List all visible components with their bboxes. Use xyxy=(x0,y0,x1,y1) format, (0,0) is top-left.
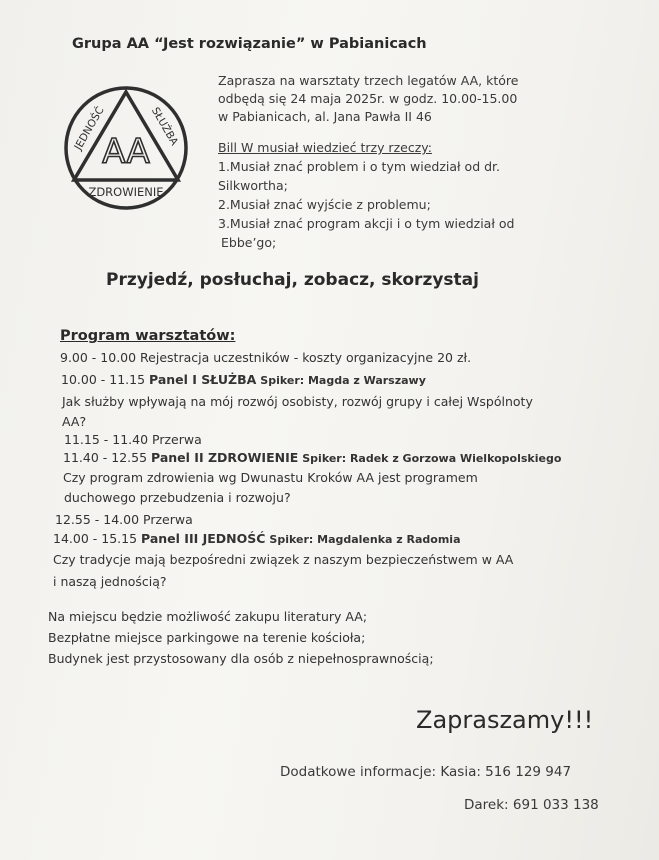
logo-bottom-text: ZDROWIENIE xyxy=(88,185,164,199)
panel1-name: Panel I SŁUŻBA xyxy=(149,372,257,387)
panel3-name: Panel III JEDNOŚĆ xyxy=(141,531,266,546)
intro-line: odbędą się 24 maja 2025r. w godz. 10.00-15.00 xyxy=(218,91,518,106)
program-heading: Program warsztatów: xyxy=(60,328,236,344)
closing-text: Zapraszamy!!! xyxy=(416,706,594,734)
panel2-question-cont: duchowego przebudzenia i rozwoju? xyxy=(64,490,291,505)
panel1-speaker: Spiker: Magda z Warszawy xyxy=(260,374,426,387)
bill-line: Ebbe’go; xyxy=(221,235,277,250)
intro-block xyxy=(218,72,518,126)
bill-line: 2.Musiał znać wyjście z problemu; xyxy=(218,197,431,212)
bill-line: Silkwortha; xyxy=(218,178,288,193)
panel1-line xyxy=(61,372,426,387)
logo-left-text: JEDNOŚĆ xyxy=(72,104,107,153)
contact-line-darek: Darek: 691 033 138 xyxy=(464,797,599,813)
panel2-time: 11.40 - 12.55 xyxy=(63,450,148,465)
panel3-question: Czy tradycje mają bezpośredni związek z naszym bezpieczeństwem w AA xyxy=(53,552,514,567)
panel1-question-cont: AA? xyxy=(62,414,87,429)
notes-block xyxy=(48,606,434,669)
panel3-time: 14.00 - 15.15 xyxy=(53,531,138,546)
note-line: Bezpłatne miejsce parkingowe na terenie kościoła; xyxy=(48,630,366,645)
break2-line: 12.55 - 14.00 Przerwa xyxy=(55,512,193,527)
aa-logo xyxy=(58,84,194,212)
break1-line: 11.15 - 11.40 Przerwa xyxy=(64,432,202,447)
panel3-speaker: Spiker: Magdalenka z Radomia xyxy=(269,533,461,546)
contact-line-kasia: Dodatkowe informacje: Kasia: 516 129 947 xyxy=(280,764,572,780)
panel2-line xyxy=(63,450,561,465)
bill-line: 1.Musiał znać problem i o tym wiedział od dr. xyxy=(218,159,501,174)
panel1-time: 10.00 - 11.15 xyxy=(61,372,146,387)
panel2-name: Panel II ZDROWIENIE xyxy=(151,450,299,465)
bill-w-block xyxy=(218,138,514,252)
logo-right-text: SŁUŻBA xyxy=(148,105,181,148)
note-line: Na miejscu będzie możliwość zakupu literatury AA; xyxy=(48,609,368,624)
panel2-question: Czy program zdrowienia wg Dwunastu Kroków AA jest programem xyxy=(63,470,478,485)
panel2-speaker: Spiker: Radek z Gorzowa Wielkopolskiego xyxy=(302,452,562,465)
panel1-question: Jak służby wpływają na mój rozwój osobisty, rozwój grupy i całej Wspólnoty xyxy=(62,394,533,409)
registration-line: 9.00 - 10.00 Rejestracja uczestników - koszty organizacyjne 20 zł. xyxy=(60,350,472,365)
flyer-title: Grupa AA “Jest rozwiązanie” w Pabianicach xyxy=(72,36,427,52)
bill-heading: Bill W musiał wiedzieć trzy rzeczy: xyxy=(218,140,432,155)
slogan: Przyjedź, posłuchaj, zobacz, skorzystaj xyxy=(106,270,479,290)
intro-line: w Pabianicach, al. Jana Pawła II 46 xyxy=(218,109,432,124)
bill-line: 3.Musiał znać program akcji i o tym wiedział od xyxy=(218,216,515,231)
logo-center-text: AA xyxy=(102,132,150,172)
panel3-line xyxy=(53,531,461,546)
intro-line: Zaprasza na warsztaty trzech legatów AA, które xyxy=(218,73,519,88)
note-line: Budynek jest przystosowany dla osób z niepełnosprawnością; xyxy=(48,651,434,666)
panel3-question-cont: i naszą jednością? xyxy=(53,574,167,589)
